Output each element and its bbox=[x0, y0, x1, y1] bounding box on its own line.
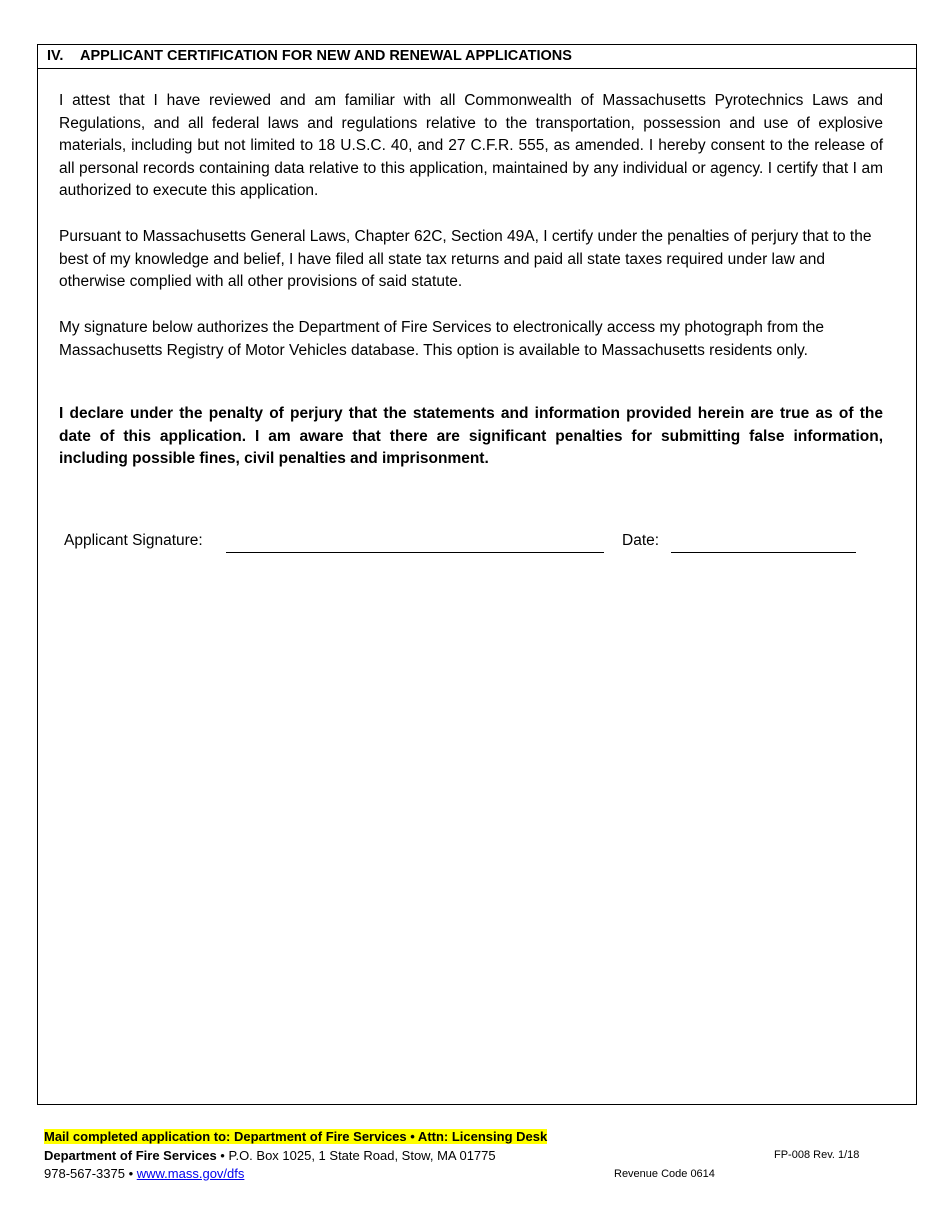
applicant-signature-label: Applicant Signature: bbox=[64, 532, 203, 549]
section-title: APPLICANT CERTIFICATION FOR NEW AND RENEWAL APPLICATIONS bbox=[80, 48, 572, 64]
tax-paragraph: Pursuant to Massachusetts General Laws, Chapter 62C, Section 49A, I certify under the penalties of perjury that to the best of my knowledge and belief, I have filed all state tax returns and paid all state taxes required under law and otherwise complied with all other provisions of said statute. bbox=[59, 228, 872, 291]
date-label: Date: bbox=[622, 532, 660, 549]
mail-instructions: Mail completed application to: Department of Fire Services • Attn: Licensing Desk bbox=[44, 1129, 548, 1144]
applicant-signature-field[interactable] bbox=[226, 552, 604, 553]
phone-number: 978-567-3375 • bbox=[44, 1166, 137, 1181]
department-name: Department of Fire Services bbox=[44, 1147, 217, 1163]
footer bbox=[44, 1128, 547, 1184]
form-number: FP-008 Rev. 1/18 bbox=[774, 1149, 860, 1161]
address-line bbox=[44, 1147, 547, 1166]
mailing-address: • P.O. Box 1025, 1 State Road, Stow, MA 01775 bbox=[216, 1147, 496, 1163]
website-link[interactable]: www.mass.gov/dfs bbox=[136, 1166, 245, 1181]
section-header bbox=[38, 45, 916, 69]
certification-section bbox=[37, 44, 917, 1105]
section-number: IV. bbox=[47, 48, 64, 64]
photo-paragraph: My signature below authorizes the Department of Fire Services to electronically access my photograph from the Massachusetts Registry of Motor Vehicles database. This option is available to Massachusetts residents only. bbox=[59, 319, 825, 359]
attest-paragraph: I attest that I have reviewed and am familiar with all Commonwealth of Massachusetts Pyrotechnics Laws and Regulations, and all federal laws and regulations relative to the transportation, possession and use of explosive materials, including but not limited to 18 U.S.C. 40, and 27 C.F.R. 555, as amended. I hereby consent to the release of all personal records containing data relative to this application, maintained by any individual or agency. I certify that I am authorized to execute this application. bbox=[59, 92, 883, 200]
contact-line bbox=[44, 1165, 547, 1184]
declaration-paragraph: I declare under the penalty of perjury that the statements and information provided herein are true as of the date of this application. I am aware that there are significant penalties for submitting false information, including possible fines, civil penalties and imprisonment. bbox=[59, 405, 883, 468]
date-field[interactable] bbox=[671, 552, 856, 553]
revenue-code: Revenue Code 0614 bbox=[614, 1168, 715, 1180]
